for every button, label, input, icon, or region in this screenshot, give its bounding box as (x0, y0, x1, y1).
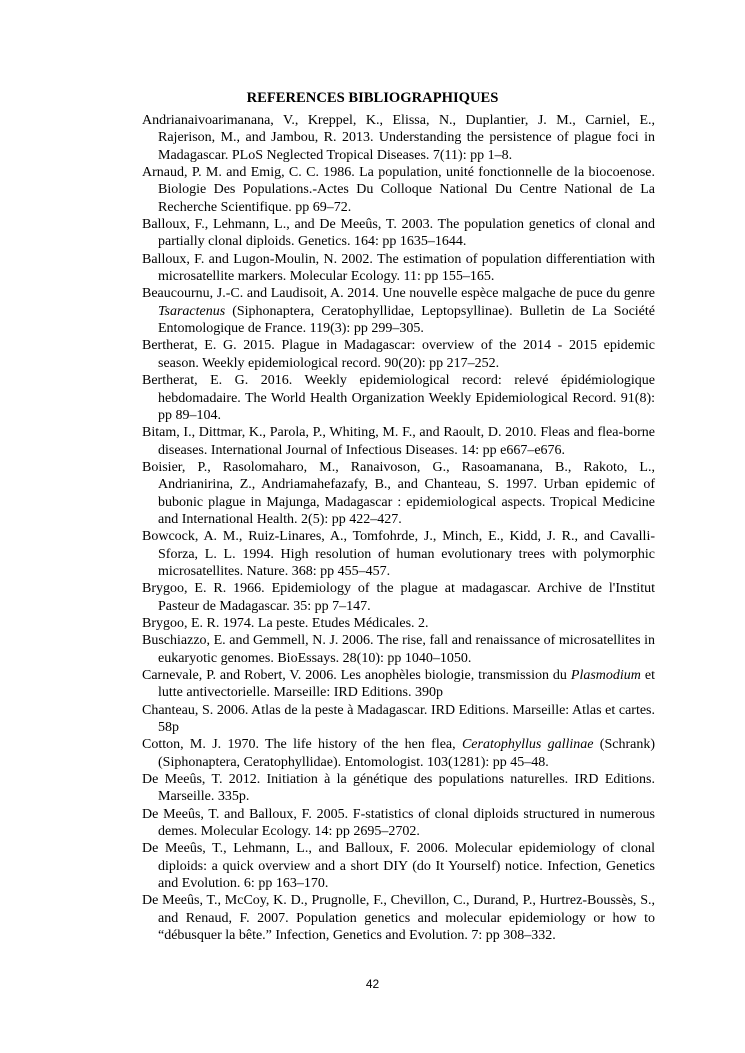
reference-text: Bitam, I., Dittmar, K., Parola, P., Whiting, M. F., and Raoult, D. 2010. Fleas and flea-borne diseases. International Journal of Infectious Diseases. 14: pp e667–e676. (142, 425, 655, 458)
reference-entry (142, 251, 655, 286)
reference-entry (142, 528, 655, 580)
reference-text: Bowcock, A. M., Ruiz-Linares, A., Tomfohrde, J., Minch, E., Kidd, J. R., and Cavalli-Sforza, L. L. 1994. High resolution of human evolutionary trees with polymorphic microsatellites. Nature. 368: pp 455–457. (142, 529, 655, 579)
reference-text: Beaucournu, J.-C. and Laudisoit, A. 2014. Une nouvelle espèce malgache de puce du genre (142, 286, 655, 302)
reference-text: Arnaud, P. M. and Emig, C. C. 1986. La population, unité fonctionnelle de la biocoenose. Biologie Des Populations.-Actes Du Colloque National Du Centre National de La Recherche Scientifique. pp 69–72. (142, 165, 655, 215)
reference-entry (142, 112, 655, 164)
reference-entry (142, 459, 655, 528)
reference-text: Boisier, P., Rasolomaharo, M., Ranaivoson, G., Rasoamanana, B., Rakoto, L., Andrianirina, Z., Andriamahefazafy, B., and Chanteau, S. 1997. Urban epidemic of bubonic plague in Majunga, Madagascar : epidemiological aspects. Tropical Medicine and International Health. 2(5): pp 422–427. (142, 459, 655, 527)
page-number: 42 (365, 977, 380, 991)
reference-entry (142, 892, 655, 944)
reference-entry (142, 632, 655, 667)
reference-italic-text: Tsaractenus (158, 303, 226, 319)
reference-italic-text: Ceratophyllus gallinae (461, 737, 594, 753)
reference-entry (142, 285, 655, 337)
reference-entry (142, 736, 655, 771)
reference-entry (142, 372, 655, 424)
reference-text: De Meeûs, T., McCoy, K. D., Prugnolle, F., Chevillon, C., Durand, P., Hurtrez-Boussès, S., and Renaud, F. 2007. Population genetics and molecular epidemiology or how to “débusquer la bête.” Infection, Genetics and Evolution. 7: pp 308–332. (142, 893, 655, 944)
reference-text: Bertherat, E. G. 2015. Plague in Madagascar: overview of the 2014 - 2015 epidemic season. Weekly epidemiological record. 90(20): pp 217–252. (142, 338, 655, 371)
reference-entry (142, 771, 655, 806)
reference-entry (142, 806, 655, 841)
reference-text: (Siphonaptera, Ceratophyllidae, Leptopsyllinae). Bulletin de La Société Entomologique de France. 119(3): pp 299–305. (158, 303, 655, 337)
reference-text: Chanteau, S. 2006. Atlas de la peste à Madagascar. IRD Editions. Marseille: Atlas et cartes. 58p (142, 702, 655, 736)
reference-text: De Meeûs, T. 2012. Initiation à la génétique des populations naturelles. IRD Editions. Marseille. 335p. (142, 772, 655, 805)
reference-entry (142, 424, 655, 459)
reference-text: Buschiazzo, E. and Gemmell, N. J. 2006. The rise, fall and renaissance of microsatellites in eukaryotic genomes. BioEssays. 28(10): pp 1040–1050. (142, 633, 655, 666)
reference-text: Brygoo, E. R. 1974. La peste. Etudes Médicales. 2. (142, 615, 429, 631)
reference-entry (142, 667, 655, 702)
section-heading: REFERENCES BIBLIOGRAPHIQUES (246, 90, 499, 106)
reference-entry (142, 840, 655, 892)
reference-text: Balloux, F. and Lugon-Moulin, N. 2002. The estimation of population differentiation with microsatellite markers. Molecular Ecology. 11: pp 155–165. (142, 251, 655, 285)
reference-text: Andrianaivoarimanana, V., Kreppel, K., Elissa, N., Duplantier, J. M., Carniel, E., Rajerison, M., and Jambou, R. 2013. Understanding the persistence of plague foci in Madagascar. PLoS Neglected Tropical Diseases. 7(11): pp 1–8. (142, 113, 655, 163)
reference-text: Carnevale, P. and Robert, V. 2006. Les anophèles biologie, transmission du (142, 668, 571, 683)
reference-entry (142, 164, 655, 216)
reference-entry (142, 216, 655, 251)
reference-text: (Schrank)(Siphonaptera, Ceratophyllidae). Entomologist. 103(1281): pp 45–48. (158, 737, 656, 770)
reference-text: Bertherat, E. G. 2016. Weekly epidemiological record: relevé épidémiologique hebdomadaire. The World Health Organization Weekly Epidemiological Record. 91(8): pp 89–104. (142, 373, 655, 423)
reference-text: Cotton, M. J. 1970. The life history of the hen flea, (142, 737, 462, 753)
reference-entry (142, 580, 655, 615)
reference-entry (142, 337, 655, 372)
reference-entry (142, 615, 655, 632)
reference-text: Balloux, F., Lehmann, L., and De Meeûs, T. 2003. The population genetics of clonal and partially clonal diploids. Genetics. 164: pp 1635–1644. (142, 217, 655, 250)
reference-text: et lutte antivectorielle. Marseille: IRD Editions. 390p (158, 668, 655, 701)
reference-italic-text: Plasmodium (570, 668, 641, 683)
reference-text: Brygoo, E. R. 1966. Epidemiology of the plague at madagascar. Archive de l'Institut Pasteur de Madagascar. 35: pp 7–147. (142, 581, 655, 614)
reference-list (142, 112, 655, 945)
reference-text: De Meeûs, T., Lehmann, L., and Balloux, F. 2006. Molecular epidemiology of clonal diploids: a quick overview and a short DIY (do It Yourself) notice. Infection, Genetics and Evolution. 6: pp 163–170. (142, 841, 655, 892)
reference-entry (142, 702, 655, 737)
reference-text: De Meeûs, T. and Balloux, F. 2005. F-statistics of clonal diploids structured in numerous demes. Molecular Ecology. 14: pp 2695–2702. (142, 806, 655, 840)
